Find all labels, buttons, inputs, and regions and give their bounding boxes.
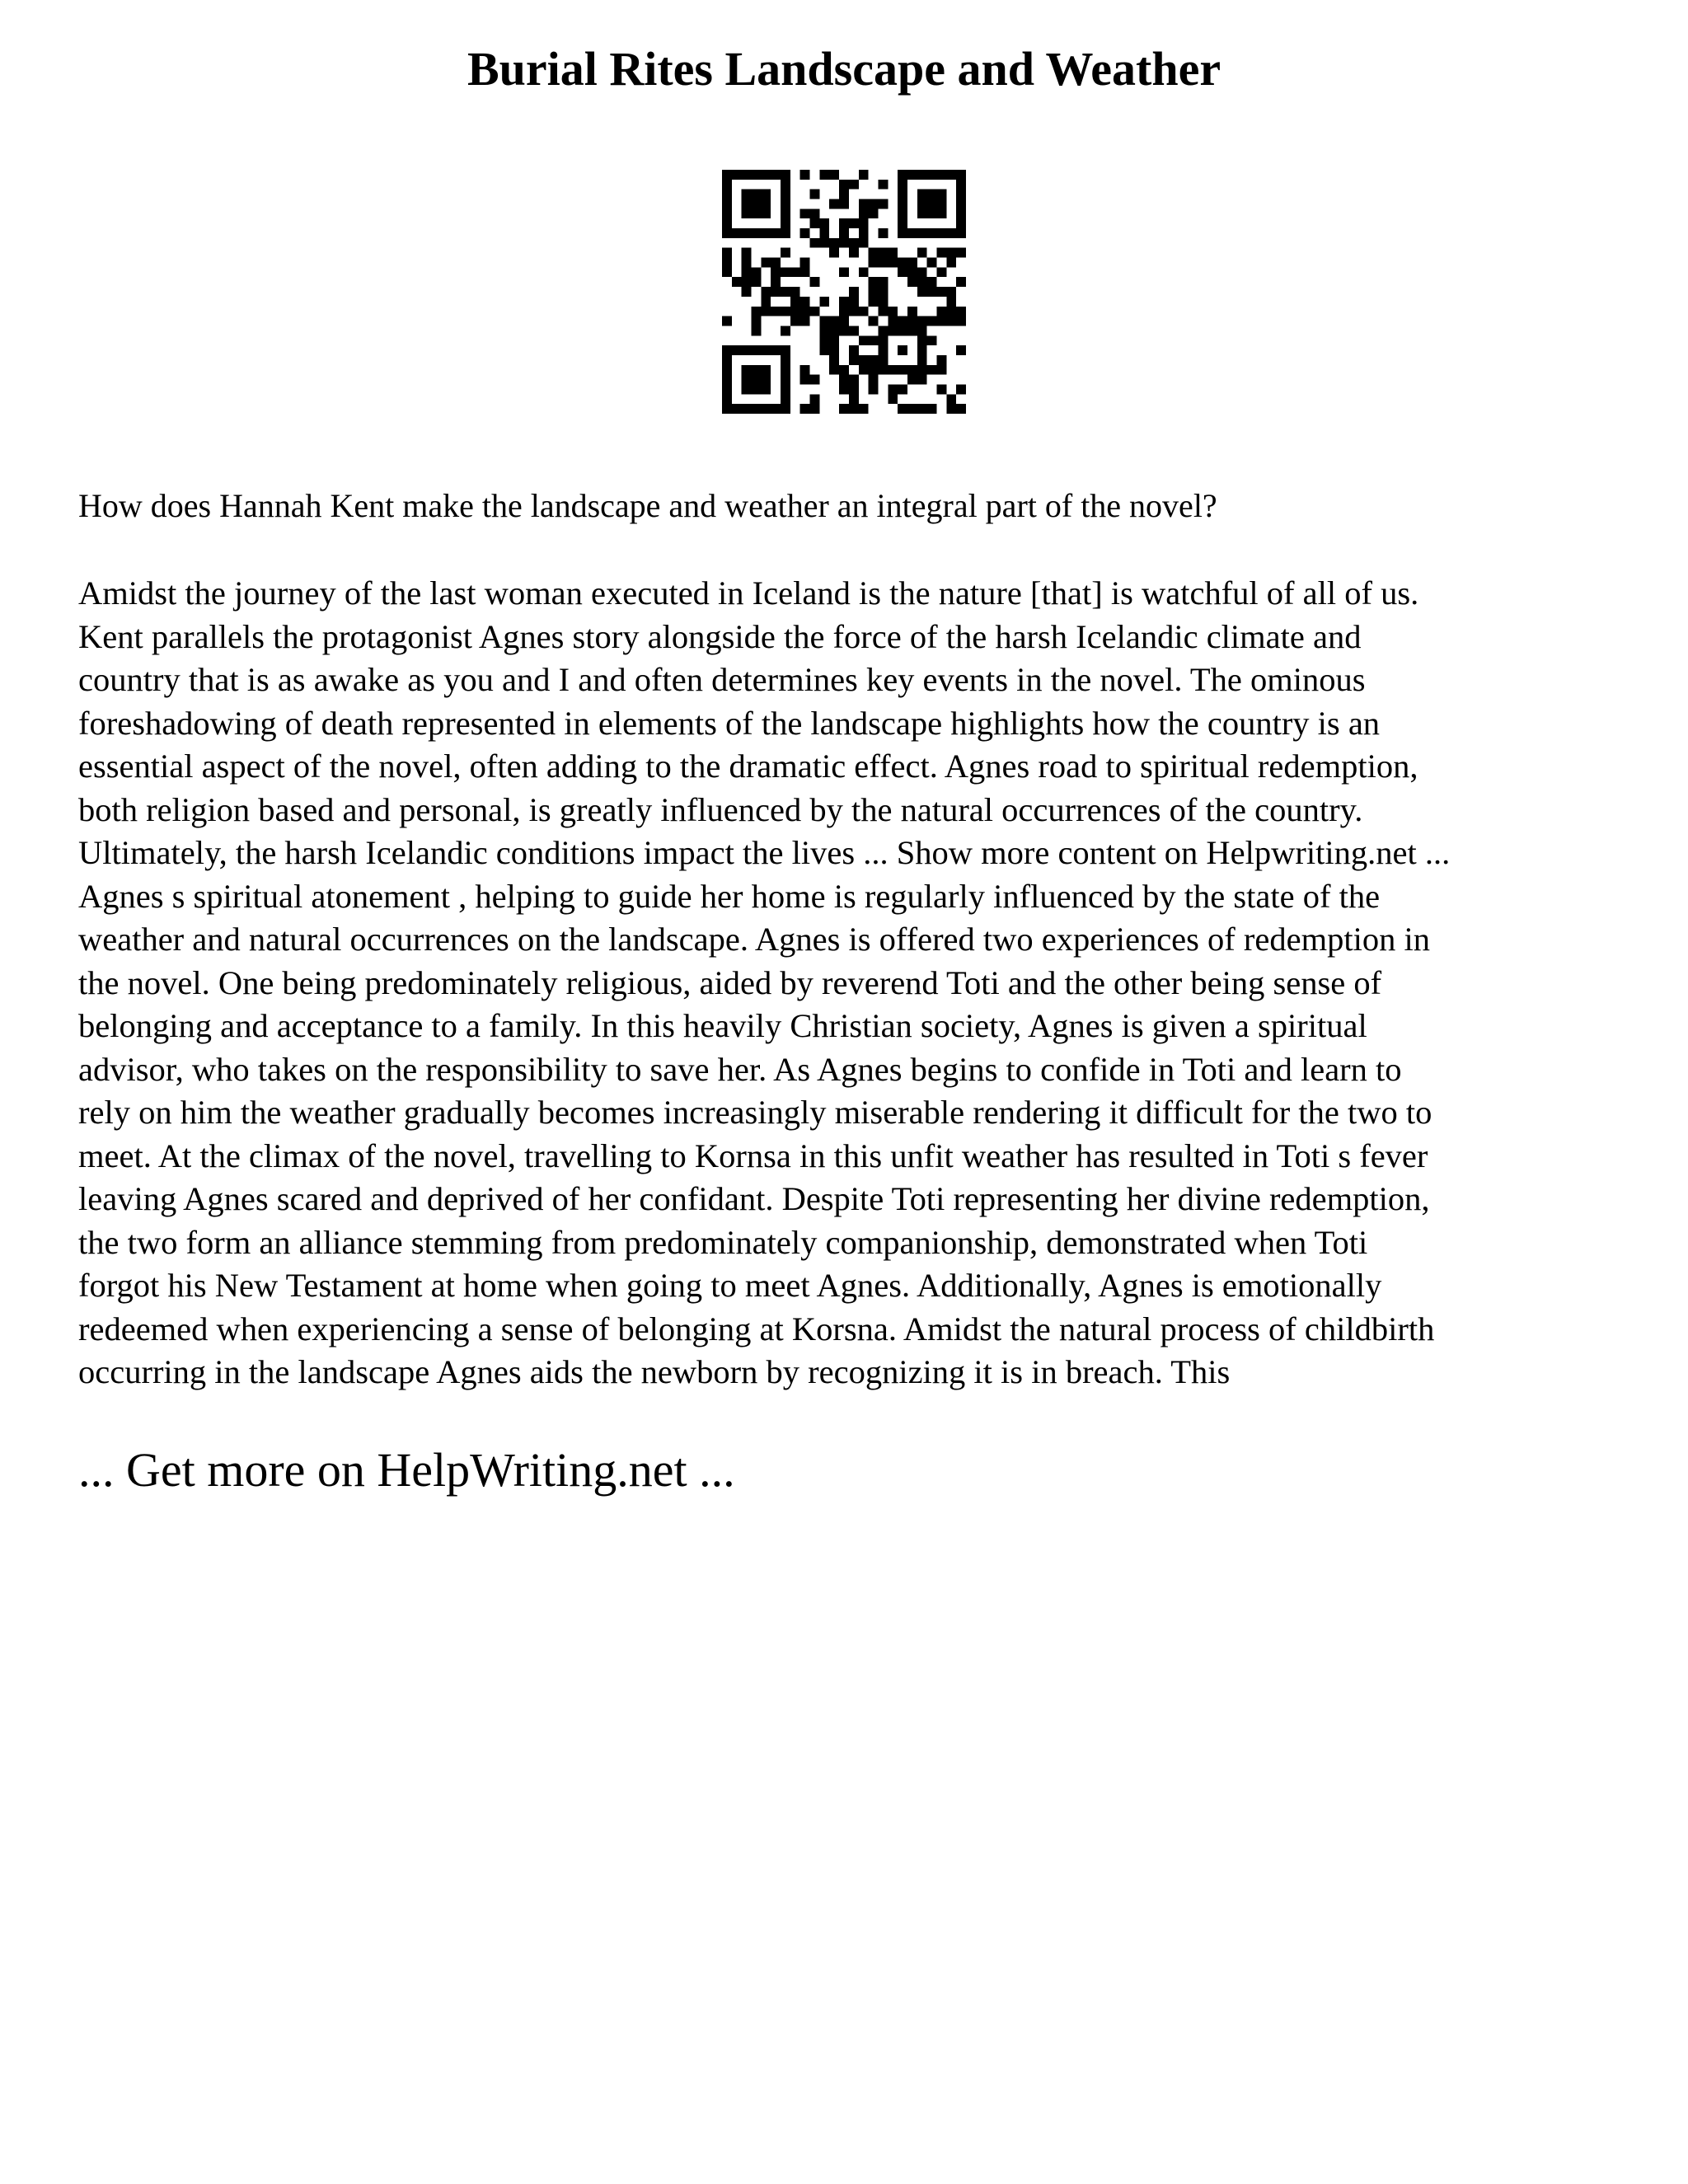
essay-question: How does Hannah Kent make the landscape and weather an integral part of the novel? — [78, 487, 1217, 524]
essay-body: Amidst the journey of the last woman executed in Iceland is the nature [that] is watchful of all of us. Kent parallels the protagonist Agnes story alongside the force of the harsh Icelandic climate and country that is as awake as you and I and often determines key events in the novel. The ominous foreshadowing of death represented in elements of the landscape highlights how the country is an essential aspect of the novel, often adding to the dramatic effect. Agnes road to spiritual redemption, both religion based and personal, is greatly influenced by the natural occurrences of the country. Ultimately, the harsh Icelandic conditions impact the lives ... Show more content on Helpwriting.net ... Agnes s spiritual atonement , helping to guide her home is regularly influenced by the state of the weather and natural occurrences on the landscape. Agnes is offered two experiences of redemption in the novel. One being predominately religious, aided by reverend Toti and the other being sense of belonging and acceptance to a family. In this heavily Christian society, Agnes is given a spiritual advisor, who takes on the responsibility to save her. As Agnes begins to confide in Toti and learn to rely on him the weather gradually becomes increasingly miserable rendering it difficult for the two to meet. At the climax of the novel, travelling to Kornsa in this unfit weather has resulted in Toti s fever leaving Agnes scared and deprived of her confidant. Despite Toti representing her divine redemption, the two form an alliance stemming from predominately companionship, demonstrated when Toti forgot his New Testament at home when going to meet Agnes. Additionally, Agnes is emotionally redeemed when experiencing a sense of belonging at Korsna. Amidst the natural process of childbirth occurring in the landscape Agnes aids the newborn by recognizing it is in breach. This — [78, 574, 1451, 1390]
get-more-link[interactable]: ... Get more on HelpWriting.net ... — [78, 1443, 735, 1497]
qr-code-icon — [722, 170, 966, 414]
page-title: Burial Rites Landscape and Weather — [467, 42, 1221, 96]
